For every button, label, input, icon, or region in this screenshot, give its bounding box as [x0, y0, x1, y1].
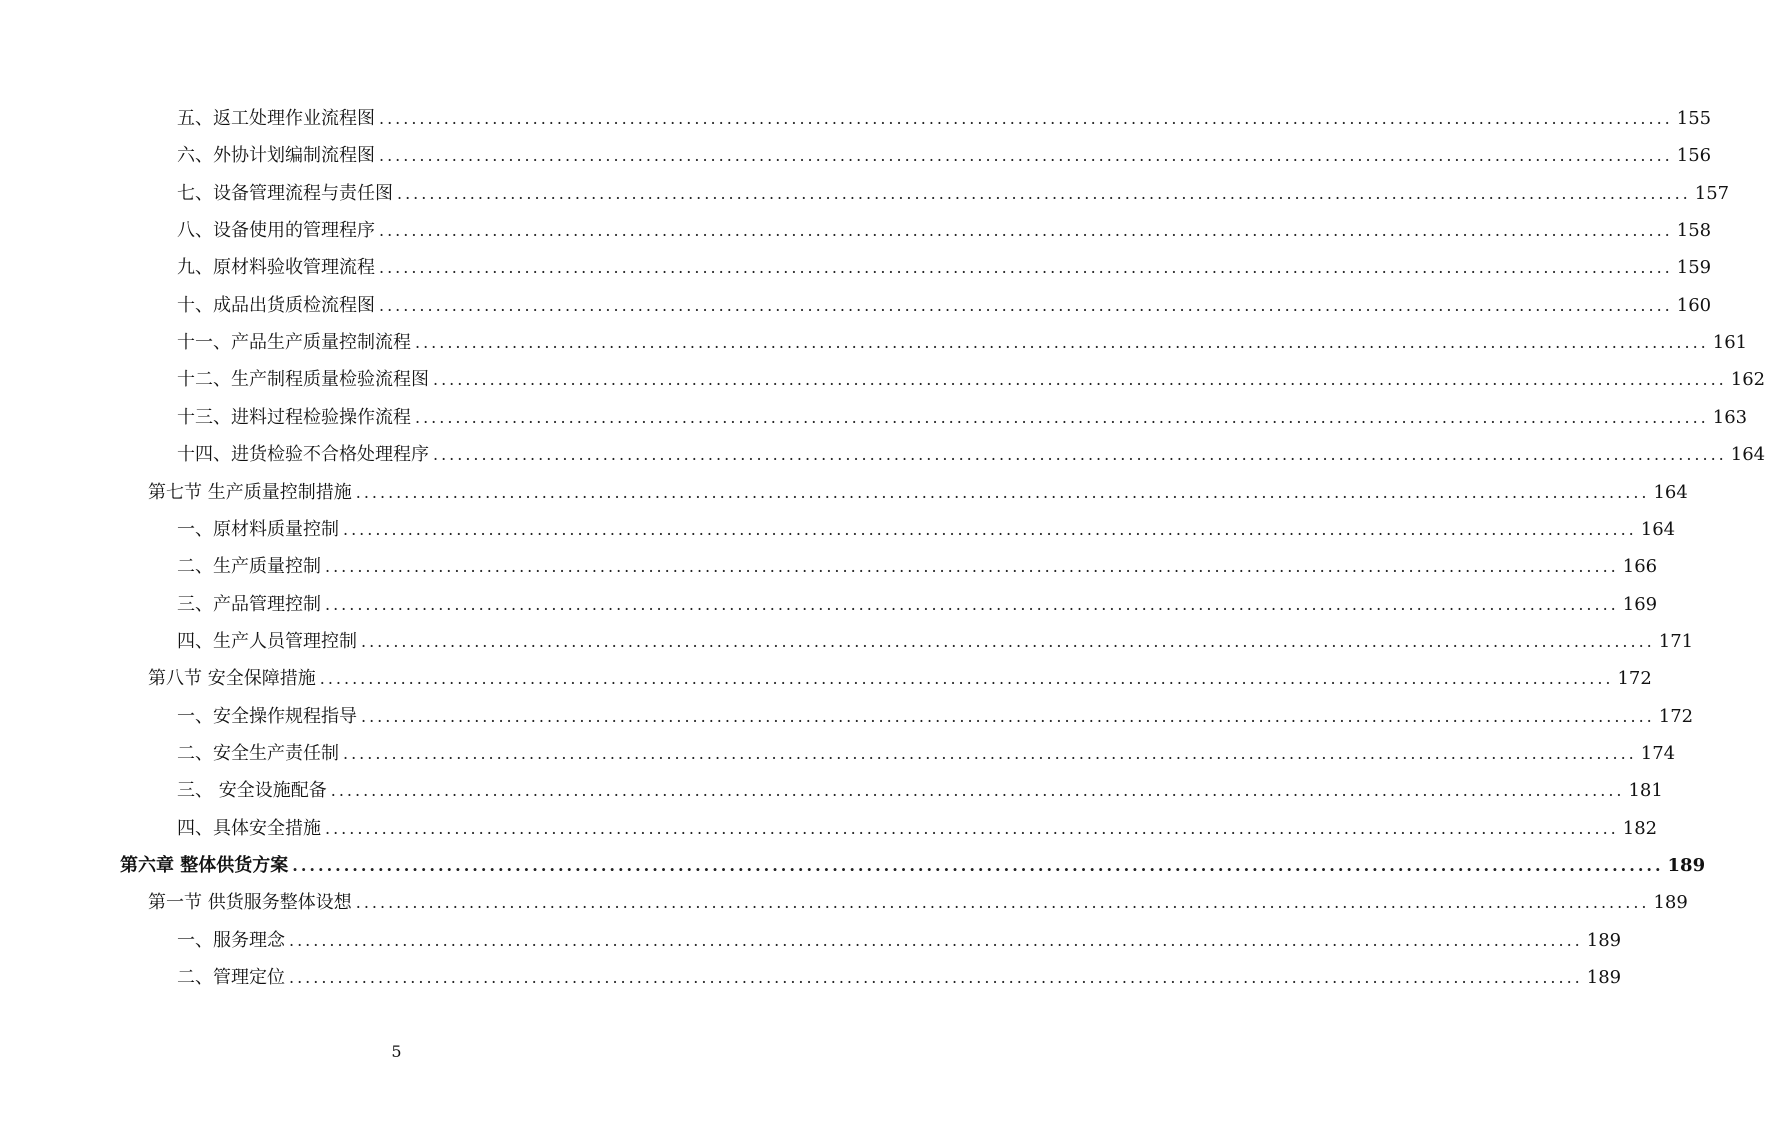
dot-leader: ................................................................................................................................................................ [289, 968, 1583, 987]
toc-entry-label: 五、返工处理作业流程图 [177, 108, 375, 129]
dot-leader: ................................................................................................................................................................ [433, 445, 1727, 464]
toc-entry-item[interactable] [177, 405, 1748, 431]
dot-leader: ................................................................................................................................................................ [319, 669, 1614, 688]
toc-entry-page-number: 164 [1640, 519, 1676, 540]
toc-entry-page-number: 157 [1694, 183, 1730, 204]
toc-entry-item[interactable] [177, 629, 1694, 655]
toc-entry-item[interactable] [177, 517, 1676, 543]
dot-leader: ................................................................................................................................................................ [379, 221, 1673, 240]
toc-entry-page-number: 159 [1676, 257, 1712, 278]
toc-entry-page-number: 155 [1676, 108, 1712, 129]
toc-entry-page-number: 172 [1617, 668, 1652, 689]
toc-entry-item[interactable] [177, 367, 1765, 393]
toc-entry-label: 六、外协计划编制流程图 [177, 145, 375, 166]
dot-leader: ................................................................................................................................................................ [379, 146, 1673, 165]
toc-entry-item[interactable] [177, 816, 1658, 842]
dot-leader: ................................................................................................................................................................ [379, 109, 1673, 128]
toc-entry-label: 十二、生产制程质量检验流程图 [177, 369, 429, 390]
toc-entry-page-number: 164 [1730, 444, 1765, 465]
toc-entry-label: 四、具体安全措施 [177, 818, 321, 839]
dot-leader: ................................................................................................................................................................ [325, 557, 1619, 576]
toc-entry-item[interactable] [177, 965, 1622, 991]
toc-entry-page-number: 162 [1730, 369, 1765, 390]
toc-entry-label: 八、设备使用的管理程序 [177, 220, 375, 241]
dot-leader: ................................................................................................................................................................ [325, 595, 1619, 614]
toc-entry-section[interactable] [148, 480, 1688, 506]
toc-entry-page-number: 181 [1628, 780, 1663, 801]
toc-entry-item[interactable] [177, 592, 1658, 618]
toc-entry-section[interactable] [148, 666, 1652, 692]
toc-entry-item[interactable] [177, 442, 1765, 468]
dot-leader: ................................................................................................................................................................ [343, 520, 1637, 539]
dot-leader: ................................................................................................................................................................ [289, 931, 1583, 950]
toc-entry-label: 第六章 整体供货方案 [120, 855, 289, 876]
toc-entry-item[interactable] [177, 218, 1712, 244]
toc-entry-page-number: 189 [1586, 930, 1622, 951]
dot-leader: ................................................................................................................................................................ [292, 856, 1664, 875]
toc-entry-item[interactable] [177, 181, 1730, 207]
toc-entry-page-number: 166 [1622, 556, 1658, 577]
dot-leader: ................................................................................................................................................................ [330, 781, 1625, 800]
toc-entry-label: 一、服务理念 [177, 930, 285, 951]
dot-leader: ................................................................................................................................................................ [379, 296, 1673, 315]
dot-leader: ................................................................................................................................................................ [433, 370, 1727, 389]
toc-entry-item[interactable] [177, 741, 1676, 767]
toc-entry-label: 十四、进货检验不合格处理程序 [177, 444, 429, 465]
dot-leader: ................................................................................................................................................................ [361, 632, 1655, 651]
toc-entry-label: 二、管理定位 [177, 967, 285, 988]
toc-entry-page-number: 163 [1712, 407, 1748, 428]
toc-entry-page-number: 164 [1653, 482, 1688, 503]
toc-entry-page-number: 189 [1667, 855, 1706, 876]
toc-entry-page-number: 156 [1676, 145, 1712, 166]
dot-leader: ................................................................................................................................................................ [355, 893, 1650, 912]
toc-entry-label: 三、产品管理控制 [177, 594, 321, 615]
dot-leader: ................................................................................................................................................................ [379, 258, 1673, 277]
dot-leader: ................................................................................................................................................................ [415, 333, 1709, 352]
toc-entry-label: 九、原材料验收管理流程 [177, 257, 375, 278]
toc-entry-label: 一、安全操作规程指导 [177, 706, 357, 727]
toc-entry-label: 十三、进料过程检验操作流程 [177, 407, 411, 428]
toc-entry-label: 三、 安全设施配备 [177, 780, 327, 801]
dot-leader: ................................................................................................................................................................ [397, 184, 1691, 203]
toc-entry-label: 四、生产人员管理控制 [177, 631, 357, 652]
toc-entry-label: 十、成品出货质检流程图 [177, 295, 375, 316]
toc-entry-label: 二、生产质量控制 [177, 556, 321, 577]
toc-entry-item[interactable] [177, 143, 1712, 169]
dot-leader: ................................................................................................................................................................ [325, 819, 1619, 838]
toc-entry-page-number: 189 [1653, 892, 1688, 913]
toc-entry-page-number: 174 [1640, 743, 1676, 764]
toc-entry-page-number: 182 [1622, 818, 1658, 839]
toc-entry-label: 第一节 供货服务整体设想 [148, 892, 352, 913]
toc-entry-label: 第八节 安全保障措施 [148, 668, 316, 689]
toc-entry-page-number: 158 [1676, 220, 1712, 241]
toc-entry-label: 十一、产品生产质量控制流程 [177, 332, 411, 353]
toc-entry-item[interactable] [177, 255, 1712, 281]
toc-entry-item[interactable] [177, 928, 1622, 954]
toc-entry-page-number: 172 [1658, 706, 1694, 727]
dot-leader: ................................................................................................................................................................ [355, 483, 1650, 502]
toc-entry-page-number: 189 [1586, 967, 1622, 988]
toc-entry-chapter[interactable] [120, 853, 1706, 879]
toc-entry-label: 七、设备管理流程与责任图 [177, 183, 393, 204]
toc-entry-item[interactable] [177, 778, 1663, 804]
toc-entry-item[interactable] [177, 704, 1694, 730]
toc-entry-page-number: 160 [1676, 295, 1712, 316]
toc-entry-label: 第七节 生产质量控制措施 [148, 482, 352, 503]
toc-entry-item[interactable] [177, 293, 1712, 319]
toc-entry-page-number: 161 [1712, 332, 1748, 353]
toc-entry-label: 二、安全生产责任制 [177, 743, 339, 764]
page-number: 5 [391, 1042, 402, 1061]
dot-leader: ................................................................................................................................................................ [415, 408, 1709, 427]
dot-leader: ................................................................................................................................................................ [361, 707, 1655, 726]
toc-entry-item[interactable] [177, 554, 1658, 580]
toc-entry-page-number: 169 [1622, 594, 1658, 615]
toc-entry-section[interactable] [148, 890, 1688, 916]
toc-entry-item[interactable] [177, 106, 1712, 132]
toc-entry-label: 一、原材料质量控制 [177, 519, 339, 540]
toc-entry-item[interactable] [177, 330, 1748, 356]
toc-entry-page-number: 171 [1658, 631, 1694, 652]
dot-leader: ................................................................................................................................................................ [343, 744, 1637, 763]
